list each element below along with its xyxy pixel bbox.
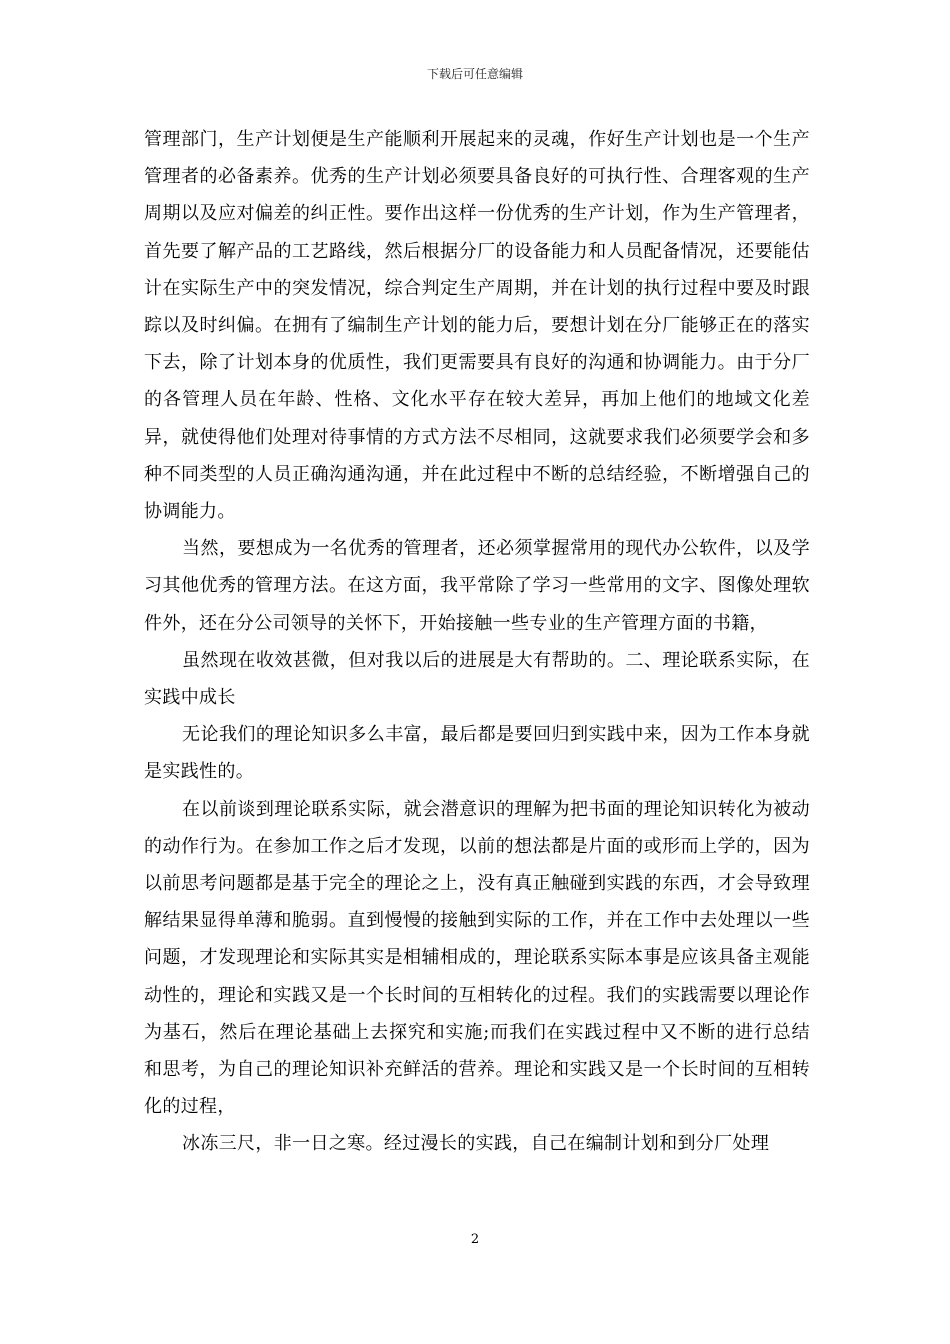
paragraph-office-software: 当然，要想成为一名优秀的管理者，还必须掌握常用的现代办公软件，以及学习其他优秀的管理方法。在这方面，我平常除了学习一些常用的文字、图像处理软件外，还在分公司领导的关怀下，开始接触一些专业的生产管理方面的书籍， [144,538,810,634]
paragraph-theory-practice: 无论我们的理论知识多么丰富，最后都是要回归到实践中来，因为工作本身就是实践性的。 [144,724,810,783]
paragraph-long-practice: 冰冻三尺，非一日之寒。经过漫长的实践，自己在编制计划和到分厂处理 [182,1133,770,1155]
document-body [144,121,810,1163]
paragraph-theory-conversion: 在以前谈到理论联系实际，就会潜意识的理解为把书面的理论知识转化为被动的动作行为。在参加工作之后才发现，以前的想法都是片面的或形而上学的，因为以前思考问题都是基于完全的理论之上，没有真正触碰到实践的东西，才会导致理解结果显得单薄和脆弱。直到慢慢的接触到实际的工作，并在工作中去处理以一些问题，才发现理论和实际其实是相辅相成的，理论联系实际本事是应该具备主观能动性的，理论和实践又是一个长时间的互相转化的过程。我们的实践需要以理论作为基石，然后在理论基础上去探究和实施;而我们在实践过程中又不断的进行总结和思考，为自己的理论知识补充鲜活的营养。理论和实践又是一个长时间的互相转化的过程， [144,798,810,1118]
paragraph-progress-heading: 虽然现在收效甚微，但对我以后的进展是大有帮助的。二、理论联系实际，在实践中成长 [144,649,810,709]
paragraph-management-planning: 管理部门，生产计划便是生产能顺利开展起来的灵魂，作好生产计划也是一个生产管理者的必备素养。优秀的生产计划必须要具备良好的可执行性、合理客观的生产周期以及应对偏差的纠正性。要作出这样一份优秀的生产计划，作为生产管理者，首先要了解产品的工艺路线，然后根据分厂的设备能力和人员配备情况，还要能估计在实际生产中的突发情况，综合判定生产周期，并在计划的执行过程中要及时跟踪以及时纠偏。在拥有了编制生产计划的能力后，要想计划在分厂能够正在的落实下去，除了计划本身的优质性，我们更需要具有良好的沟通和协调能力。由于分厂的各管理人员在年龄、性格、文化水平存在较大差异，再加上他们的地域文化差异，就使得他们处理对待事情的方式方法不尽相同，这就要求我们必须要学会和多种不同类型的人员正确沟通沟通，并在此过程中不断的总结经验，不断增强自己的协调能力。 [144,129,810,523]
page-number: 2 [470,1232,480,1247]
page-header: 下载后可任意编辑 [426,67,523,81]
